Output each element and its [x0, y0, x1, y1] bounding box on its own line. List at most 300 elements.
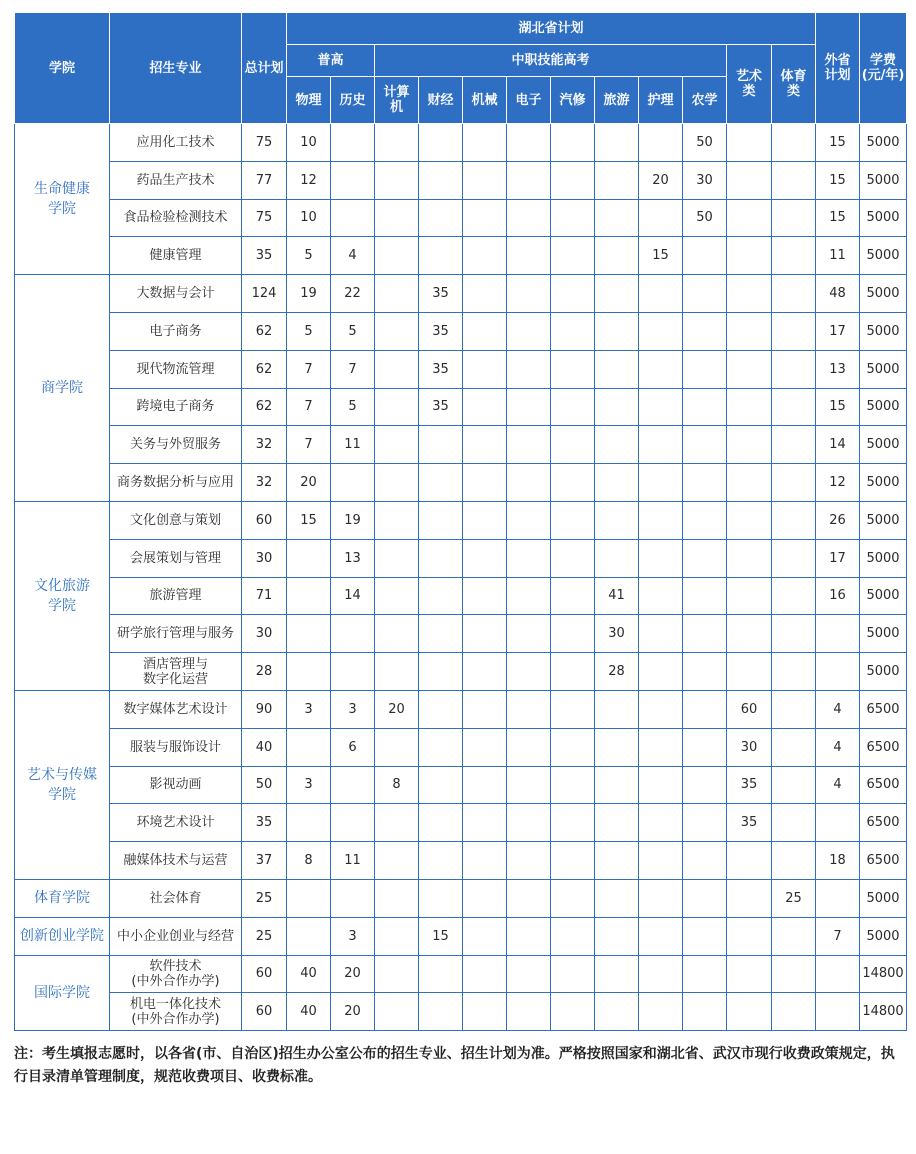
- cell-nursing: [639, 275, 683, 313]
- cell-electronics: [507, 350, 551, 388]
- cell-fee: 5000: [860, 161, 907, 199]
- major-cell: 应用化工技术: [110, 124, 242, 162]
- cell-finance: [419, 766, 463, 804]
- cell-history: [331, 161, 375, 199]
- cell-nursing: [639, 766, 683, 804]
- cell-tourism: [595, 124, 639, 162]
- cell-tourism: [595, 426, 639, 464]
- cell-fee: 5000: [860, 312, 907, 350]
- cell-tourism: [595, 879, 639, 917]
- cell-art: [727, 464, 772, 502]
- cell-auto: [551, 615, 595, 653]
- major-cell: 健康管理: [110, 237, 242, 275]
- cell-sports: [772, 312, 816, 350]
- major-cell: 研学旅行管理与服务: [110, 615, 242, 653]
- cell-machinery: [463, 993, 507, 1031]
- cell-auto: [551, 766, 595, 804]
- cell-electronics: [507, 199, 551, 237]
- header-general: 普高: [287, 45, 375, 77]
- cell-art: [727, 237, 772, 275]
- cell-agriculture: 50: [683, 199, 727, 237]
- table-row: [15, 275, 907, 313]
- cell-physics: 3: [287, 690, 331, 728]
- major-cell: 融媒体技术与运营: [110, 842, 242, 880]
- cell-sports: [772, 539, 816, 577]
- cell-physics: 3: [287, 766, 331, 804]
- cell-total: 32: [242, 464, 287, 502]
- cell-history: [331, 879, 375, 917]
- cell-agriculture: [683, 766, 727, 804]
- cell-nursing: [639, 804, 683, 842]
- major-cell: 旅游管理: [110, 577, 242, 615]
- cell-out: 7: [816, 917, 860, 955]
- cell-electronics: [507, 615, 551, 653]
- cell-machinery: [463, 766, 507, 804]
- major-cell: 社会体育: [110, 879, 242, 917]
- table-row: [15, 804, 907, 842]
- major-cell: 文化创意与策划: [110, 501, 242, 539]
- cell-tourism: [595, 275, 639, 313]
- cell-tourism: [595, 842, 639, 880]
- cell-computer: [375, 842, 419, 880]
- cell-fee: 5000: [860, 653, 907, 691]
- table-row: [15, 766, 907, 804]
- cell-history: [331, 653, 375, 691]
- cell-history: 3: [331, 690, 375, 728]
- cell-out: 4: [816, 766, 860, 804]
- cell-finance: [419, 993, 463, 1031]
- cell-nursing: [639, 615, 683, 653]
- cell-art: [727, 842, 772, 880]
- cell-history: [331, 766, 375, 804]
- cell-computer: [375, 917, 419, 955]
- cell-physics: 7: [287, 426, 331, 464]
- college-cell: 商学院: [15, 275, 110, 502]
- cell-auto: [551, 993, 595, 1031]
- cell-history: 20: [331, 993, 375, 1031]
- cell-out: 15: [816, 124, 860, 162]
- header-subject-tourism: 旅游: [595, 77, 639, 124]
- cell-fee: 6500: [860, 766, 907, 804]
- cell-computer: [375, 237, 419, 275]
- cell-out: 14: [816, 426, 860, 464]
- cell-finance: [419, 199, 463, 237]
- cell-tourism: 30: [595, 615, 639, 653]
- cell-fee: 5000: [860, 237, 907, 275]
- cell-total: 62: [242, 388, 287, 426]
- cell-finance: [419, 653, 463, 691]
- cell-sports: [772, 124, 816, 162]
- cell-nursing: [639, 464, 683, 502]
- cell-total: 62: [242, 312, 287, 350]
- cell-nursing: [639, 879, 683, 917]
- cell-sports: [772, 728, 816, 766]
- cell-physics: [287, 804, 331, 842]
- cell-auto: [551, 653, 595, 691]
- header-major: 招生专业: [110, 13, 242, 124]
- cell-computer: [375, 124, 419, 162]
- major-cell: 会展策划与管理: [110, 539, 242, 577]
- cell-finance: [419, 237, 463, 275]
- cell-electronics: [507, 879, 551, 917]
- cell-sports: [772, 955, 816, 993]
- cell-electronics: [507, 690, 551, 728]
- cell-total: 75: [242, 199, 287, 237]
- cell-history: [331, 464, 375, 502]
- cell-tourism: [595, 312, 639, 350]
- cell-fee: 5000: [860, 539, 907, 577]
- cell-auto: [551, 728, 595, 766]
- major-cell: 现代物流管理: [110, 350, 242, 388]
- cell-total: 60: [242, 993, 287, 1031]
- cell-total: 37: [242, 842, 287, 880]
- table-row: [15, 124, 907, 162]
- cell-nursing: [639, 501, 683, 539]
- cell-agriculture: [683, 728, 727, 766]
- cell-tourism: [595, 464, 639, 502]
- cell-agriculture: [683, 615, 727, 653]
- cell-sports: [772, 350, 816, 388]
- cell-total: 60: [242, 501, 287, 539]
- college-cell: 生命健康 学院: [15, 124, 110, 275]
- cell-agriculture: [683, 993, 727, 1031]
- cell-machinery: [463, 426, 507, 464]
- table-row: [15, 993, 907, 1031]
- header-subject-machinery: 机械: [463, 77, 507, 124]
- cell-finance: [419, 426, 463, 464]
- cell-tourism: [595, 917, 639, 955]
- cell-electronics: [507, 917, 551, 955]
- cell-finance: 15: [419, 917, 463, 955]
- major-cell: 跨境电子商务: [110, 388, 242, 426]
- cell-out: 15: [816, 199, 860, 237]
- cell-out: [816, 804, 860, 842]
- cell-out: 11: [816, 237, 860, 275]
- cell-computer: [375, 653, 419, 691]
- cell-sports: [772, 501, 816, 539]
- table-row: [15, 426, 907, 464]
- cell-electronics: [507, 501, 551, 539]
- cell-physics: [287, 879, 331, 917]
- cell-total: 60: [242, 955, 287, 993]
- cell-sports: [772, 653, 816, 691]
- cell-out: 16: [816, 577, 860, 615]
- cell-physics: [287, 577, 331, 615]
- header-subject-computer: 计算 机: [375, 77, 419, 124]
- college-cell: 艺术与传媒 学院: [15, 690, 110, 879]
- table-row: [15, 690, 907, 728]
- cell-sports: [772, 577, 816, 615]
- cell-history: [331, 615, 375, 653]
- major-cell: 机电一体化技术 (中外合作办学): [110, 993, 242, 1031]
- table-row: [15, 653, 907, 691]
- cell-machinery: [463, 879, 507, 917]
- header-tuition: 学费 (元/年): [860, 13, 907, 124]
- cell-fee: 5000: [860, 426, 907, 464]
- cell-auto: [551, 199, 595, 237]
- cell-art: [727, 199, 772, 237]
- cell-total: 124: [242, 275, 287, 313]
- cell-fee: 5000: [860, 350, 907, 388]
- cell-out: 12: [816, 464, 860, 502]
- cell-fee: 5000: [860, 917, 907, 955]
- major-cell: 软件技术 (中外合作办学): [110, 955, 242, 993]
- plan-body: [15, 124, 907, 1031]
- cell-computer: [375, 993, 419, 1031]
- major-cell: 大数据与会计: [110, 275, 242, 313]
- cell-machinery: [463, 539, 507, 577]
- major-cell: 电子商务: [110, 312, 242, 350]
- major-cell: 环境艺术设计: [110, 804, 242, 842]
- cell-tourism: 41: [595, 577, 639, 615]
- cell-out: 15: [816, 388, 860, 426]
- cell-total: 62: [242, 350, 287, 388]
- cell-computer: [375, 312, 419, 350]
- cell-electronics: [507, 161, 551, 199]
- cell-tourism: [595, 955, 639, 993]
- cell-electronics: [507, 426, 551, 464]
- cell-out: [816, 653, 860, 691]
- cell-nursing: [639, 539, 683, 577]
- cell-tourism: [595, 501, 639, 539]
- header-subject-history: 历史: [331, 77, 375, 124]
- cell-electronics: [507, 993, 551, 1031]
- cell-nursing: [639, 312, 683, 350]
- cell-computer: [375, 804, 419, 842]
- cell-fee: 6500: [860, 728, 907, 766]
- cell-history: 3: [331, 917, 375, 955]
- table-row: [15, 312, 907, 350]
- cell-finance: [419, 728, 463, 766]
- table-row: [15, 917, 907, 955]
- header-subject-physics: 物理: [287, 77, 331, 124]
- cell-electronics: [507, 577, 551, 615]
- cell-agriculture: [683, 464, 727, 502]
- cell-auto: [551, 917, 595, 955]
- cell-sports: [772, 615, 816, 653]
- header-subject-finance: 财经: [419, 77, 463, 124]
- college-cell: 创新创业学院: [15, 917, 110, 955]
- cell-physics: 40: [287, 955, 331, 993]
- cell-electronics: [507, 842, 551, 880]
- cell-auto: [551, 690, 595, 728]
- cell-machinery: [463, 955, 507, 993]
- cell-history: [331, 124, 375, 162]
- cell-electronics: [507, 955, 551, 993]
- cell-machinery: [463, 804, 507, 842]
- cell-finance: 35: [419, 275, 463, 313]
- cell-out: 13: [816, 350, 860, 388]
- cell-finance: [419, 539, 463, 577]
- cell-physics: [287, 917, 331, 955]
- cell-sports: [772, 917, 816, 955]
- cell-history: 6: [331, 728, 375, 766]
- cell-art: [727, 350, 772, 388]
- cell-art: [727, 879, 772, 917]
- cell-out: 48: [816, 275, 860, 313]
- header-hubei-plan: 湖北省计划: [287, 13, 816, 45]
- table-row: [15, 842, 907, 880]
- cell-history: 7: [331, 350, 375, 388]
- cell-agriculture: [683, 804, 727, 842]
- cell-nursing: [639, 728, 683, 766]
- cell-sports: [772, 199, 816, 237]
- cell-agriculture: [683, 653, 727, 691]
- cell-machinery: [463, 501, 507, 539]
- cell-tourism: [595, 199, 639, 237]
- cell-sports: [772, 161, 816, 199]
- cell-physics: [287, 653, 331, 691]
- cell-fee: 5000: [860, 388, 907, 426]
- cell-auto: [551, 955, 595, 993]
- cell-auto: [551, 350, 595, 388]
- cell-history: 19: [331, 501, 375, 539]
- cell-finance: [419, 464, 463, 502]
- cell-sports: 25: [772, 879, 816, 917]
- cell-machinery: [463, 199, 507, 237]
- cell-machinery: [463, 728, 507, 766]
- cell-agriculture: [683, 539, 727, 577]
- header-subject-agriculture: 农学: [683, 77, 727, 124]
- cell-finance: [419, 690, 463, 728]
- cell-history: 11: [331, 842, 375, 880]
- cell-physics: 40: [287, 993, 331, 1031]
- table-row: [15, 501, 907, 539]
- cell-electronics: [507, 312, 551, 350]
- cell-auto: [551, 804, 595, 842]
- cell-art: [727, 161, 772, 199]
- cell-computer: [375, 388, 419, 426]
- cell-art: [727, 501, 772, 539]
- cell-auto: [551, 577, 595, 615]
- cell-machinery: [463, 653, 507, 691]
- cell-finance: 35: [419, 350, 463, 388]
- cell-fee: 6500: [860, 690, 907, 728]
- major-cell: 数字媒体艺术设计: [110, 690, 242, 728]
- header-subject-electronics: 电子: [507, 77, 551, 124]
- cell-nursing: [639, 653, 683, 691]
- table-row: [15, 577, 907, 615]
- cell-tourism: [595, 539, 639, 577]
- cell-agriculture: [683, 275, 727, 313]
- cell-art: [727, 275, 772, 313]
- cell-total: 30: [242, 539, 287, 577]
- cell-machinery: [463, 690, 507, 728]
- cell-agriculture: [683, 312, 727, 350]
- cell-art: [727, 539, 772, 577]
- cell-machinery: [463, 275, 507, 313]
- header-college: 学院: [15, 13, 110, 124]
- cell-total: 25: [242, 879, 287, 917]
- cell-sports: [772, 993, 816, 1031]
- cell-total: 90: [242, 690, 287, 728]
- cell-total: 71: [242, 577, 287, 615]
- cell-physics: 19: [287, 275, 331, 313]
- cell-agriculture: [683, 577, 727, 615]
- cell-agriculture: [683, 237, 727, 275]
- cell-history: 4: [331, 237, 375, 275]
- cell-art: [727, 917, 772, 955]
- cell-tourism: [595, 804, 639, 842]
- cell-history: 13: [331, 539, 375, 577]
- cell-tourism: [595, 161, 639, 199]
- cell-physics: 5: [287, 237, 331, 275]
- cell-agriculture: 50: [683, 124, 727, 162]
- cell-tourism: [595, 237, 639, 275]
- cell-finance: [419, 804, 463, 842]
- cell-tourism: [595, 993, 639, 1031]
- cell-tourism: [595, 388, 639, 426]
- cell-art: 30: [727, 728, 772, 766]
- cell-total: 25: [242, 917, 287, 955]
- cell-fee: 5000: [860, 501, 907, 539]
- cell-auto: [551, 501, 595, 539]
- cell-sports: [772, 464, 816, 502]
- cell-computer: [375, 426, 419, 464]
- cell-nursing: 20: [639, 161, 683, 199]
- cell-sports: [772, 275, 816, 313]
- cell-physics: [287, 728, 331, 766]
- header-art: 艺术 类: [727, 45, 772, 124]
- cell-tourism: [595, 766, 639, 804]
- cell-auto: [551, 161, 595, 199]
- cell-total: 75: [242, 124, 287, 162]
- cell-physics: 7: [287, 388, 331, 426]
- cell-fee: 14800: [860, 993, 907, 1031]
- cell-sports: [772, 842, 816, 880]
- cell-machinery: [463, 842, 507, 880]
- cell-machinery: [463, 388, 507, 426]
- cell-physics: 5: [287, 312, 331, 350]
- cell-physics: 15: [287, 501, 331, 539]
- college-cell: 文化旅游 学院: [15, 501, 110, 690]
- cell-fee: 14800: [860, 955, 907, 993]
- cell-machinery: [463, 237, 507, 275]
- header-total: 总计划: [242, 13, 287, 124]
- cell-physics: 12: [287, 161, 331, 199]
- cell-agriculture: [683, 426, 727, 464]
- cell-art: [727, 615, 772, 653]
- cell-agriculture: [683, 842, 727, 880]
- cell-physics: 10: [287, 199, 331, 237]
- cell-nursing: [639, 124, 683, 162]
- major-cell: 酒店管理与 数字化运营: [110, 653, 242, 691]
- cell-total: 77: [242, 161, 287, 199]
- cell-agriculture: [683, 955, 727, 993]
- cell-auto: [551, 124, 595, 162]
- major-cell: 中小企业创业与经营: [110, 917, 242, 955]
- cell-auto: [551, 879, 595, 917]
- cell-art: [727, 124, 772, 162]
- table-row: [15, 615, 907, 653]
- header-sports: 体育 类: [772, 45, 816, 124]
- cell-computer: [375, 161, 419, 199]
- table-row: [15, 728, 907, 766]
- cell-fee: 6500: [860, 804, 907, 842]
- cell-auto: [551, 237, 595, 275]
- table-row: [15, 237, 907, 275]
- cell-nursing: [639, 577, 683, 615]
- cell-total: 40: [242, 728, 287, 766]
- major-cell: 商务数据分析与应用: [110, 464, 242, 502]
- cell-art: 60: [727, 690, 772, 728]
- table-row: [15, 879, 907, 917]
- cell-agriculture: [683, 350, 727, 388]
- cell-art: [727, 426, 772, 464]
- cell-total: 32: [242, 426, 287, 464]
- cell-art: [727, 653, 772, 691]
- cell-machinery: [463, 917, 507, 955]
